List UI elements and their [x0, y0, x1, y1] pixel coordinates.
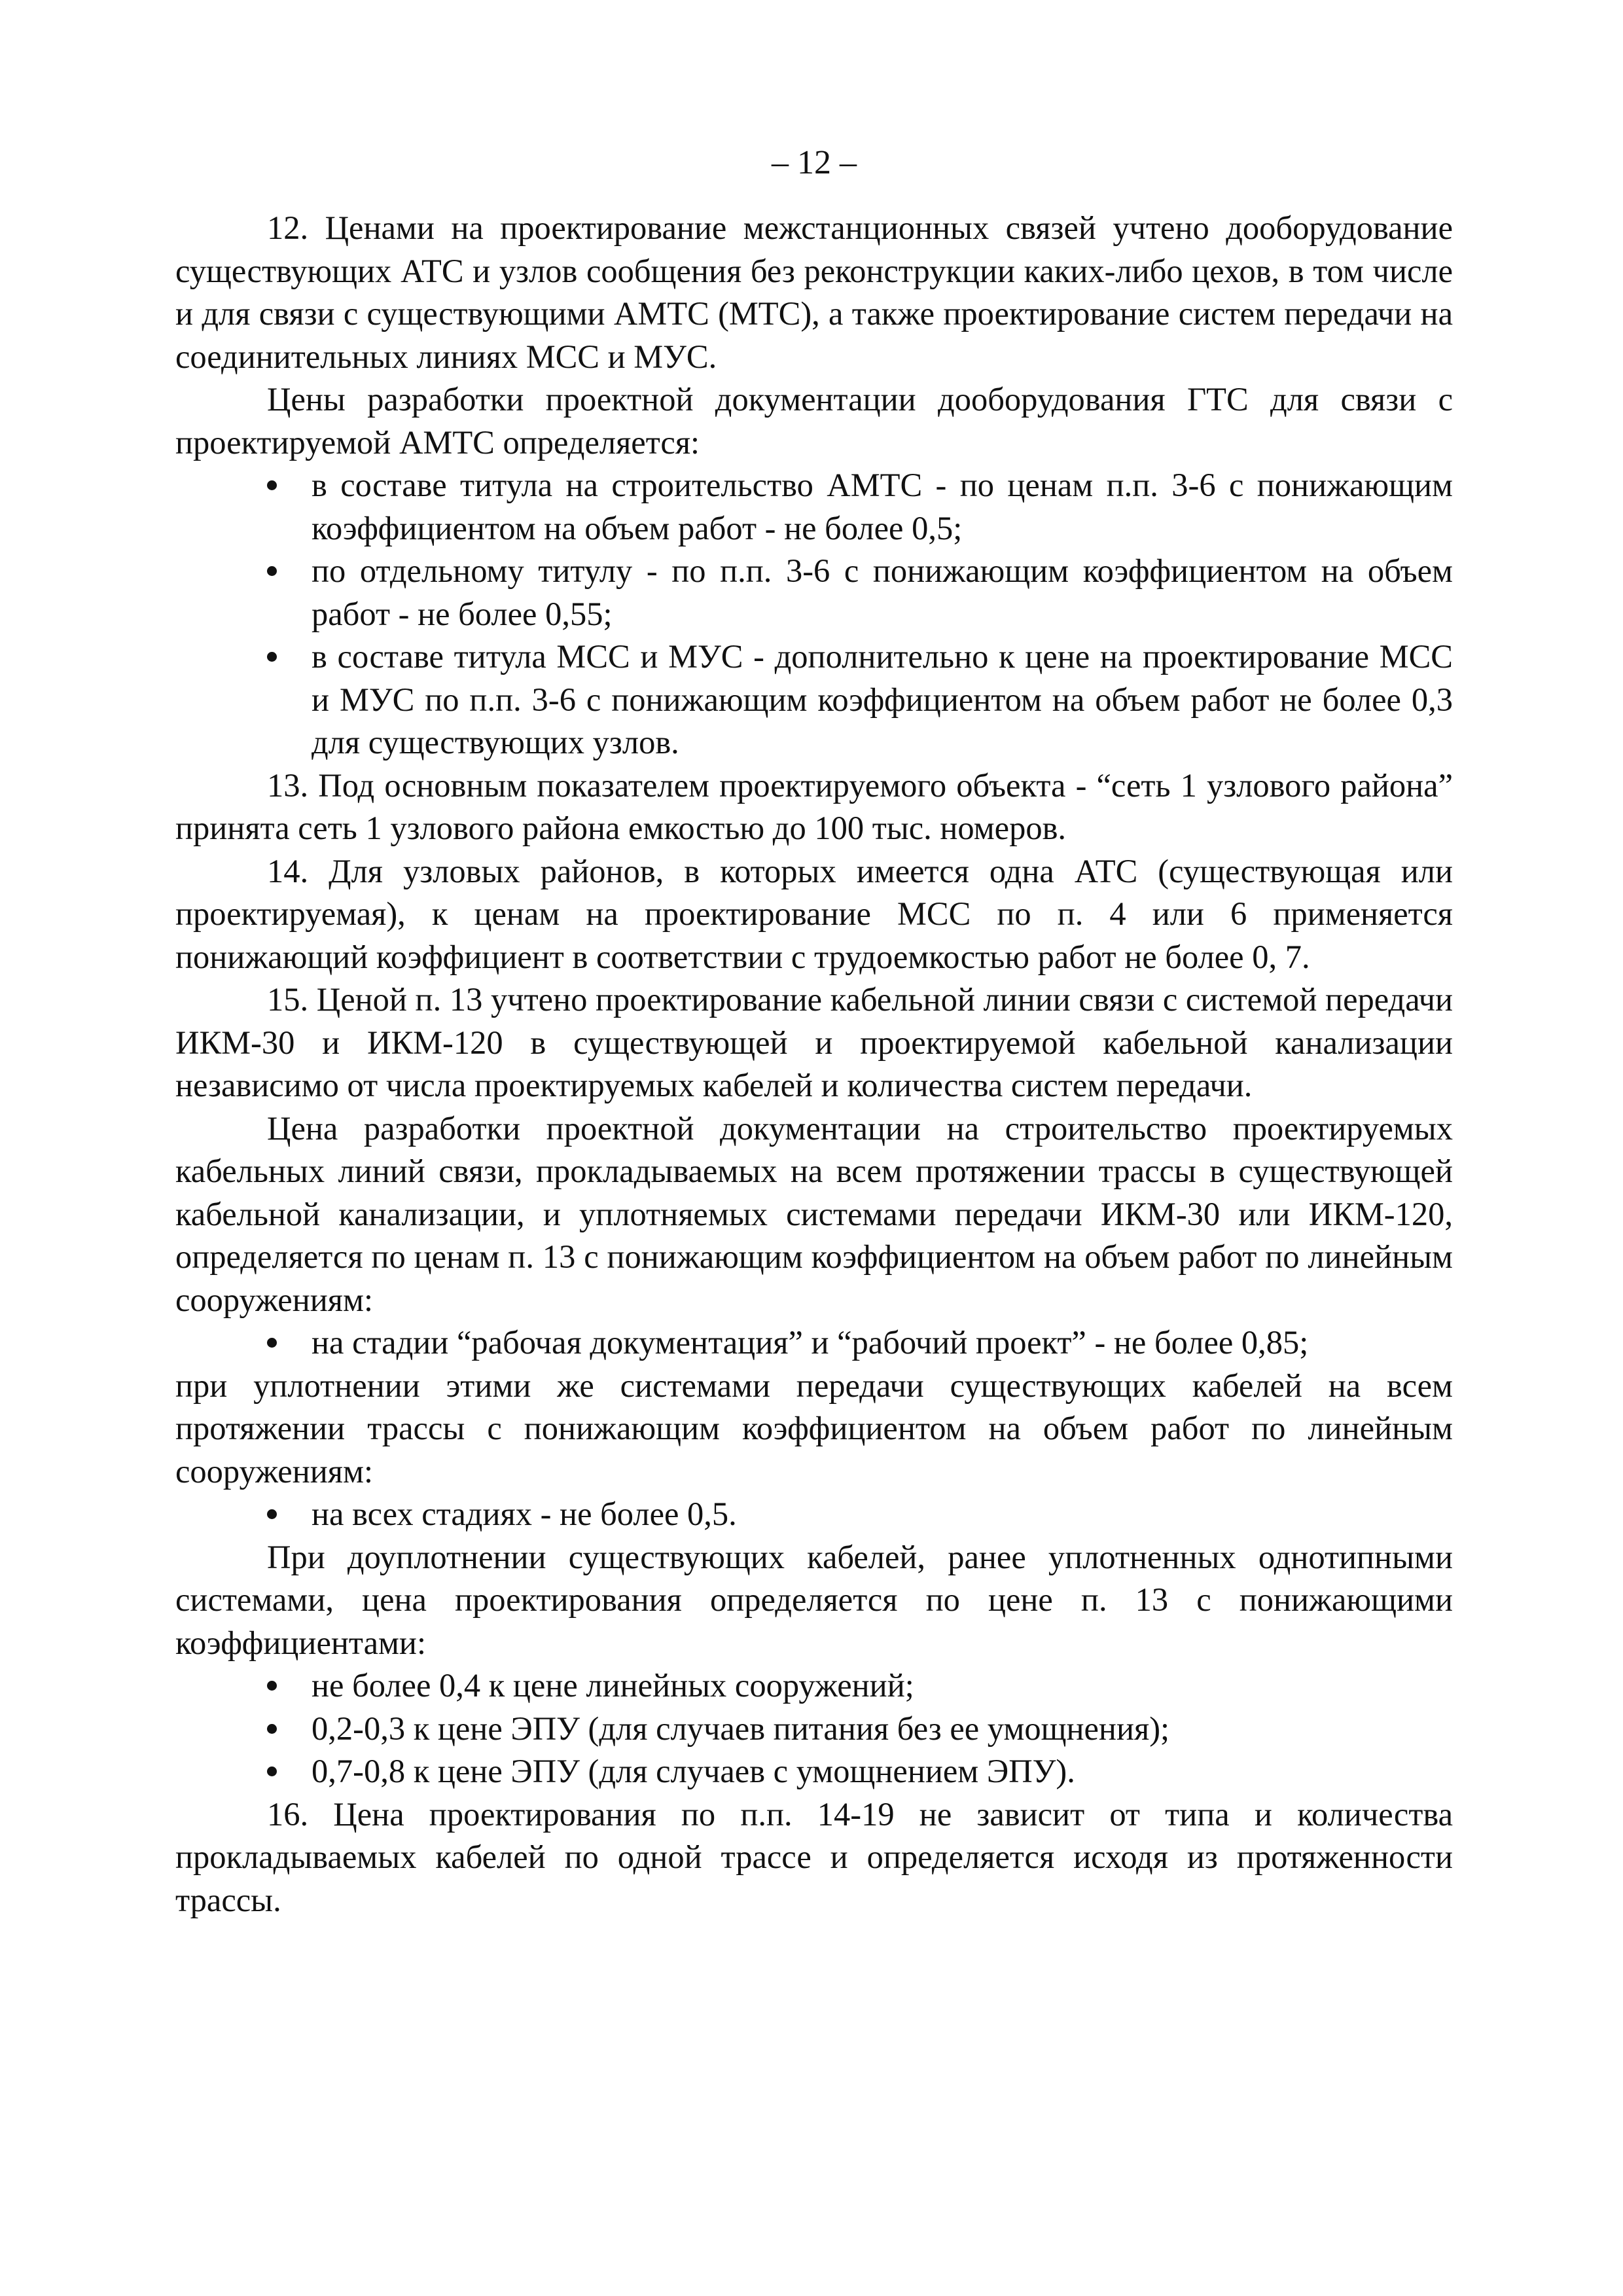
bullet-icon: [267, 1509, 277, 1519]
paragraph-cable-lines: Цена разработки проектной документации на строительство проектируемых кабельных линий связи, прокладываемых на всем протяжении трассы в существующей кабельной канализации, и уплотняемых системами передачи ИКМ-30 или ИКМ-120, определяется по ценам п. 13 с понижающим коэффициентом на объем работ по линейным сооружениям:: [175, 1109, 1453, 1318]
bullet-icon: [267, 652, 277, 662]
page-number: – 12 –: [772, 144, 857, 181]
paragraph-resealing: При доуплотнении существующих кабелей, ранее уплотненных однотипными системами, цена проектирования определяется по цене п. 13 с понижающими коэффициентами:: [175, 1538, 1453, 1661]
paragraph-15: 15. Ценой п. 13 учтено проектирование кабельной линии связи с системой передачи ИКМ-30 и ИКМ-120 в существующей и проектируемой кабельной канализации независимо от числа проектируемых кабелей и количества систем передачи.: [175, 981, 1454, 1103]
list-item: [175, 1493, 1453, 1536]
bullet-icon: [267, 1767, 277, 1776]
list-item-text: в составе титула на строительство АМТС - по ценам п.п. 3-6 с понижающим коэффициентом на объем работ - не более 0,5;: [312, 467, 1453, 547]
list-item: [175, 1750, 1453, 1793]
bullet-icon: [267, 1338, 277, 1348]
bullet-list-gts: [175, 464, 1453, 764]
bullet-list-all-stages: [175, 1493, 1453, 1536]
list-item-text: не более 0,4 к цене линейных сооружений;: [312, 1667, 914, 1704]
list-item: [175, 464, 1453, 550]
bullet-list-coefficients: [175, 1664, 1453, 1793]
paragraph-gts-prices: Цены разработки проектной документации дооборудования ГТС для связи с проектируемой АМТС определяется:: [175, 381, 1453, 461]
bullet-icon: [267, 1724, 277, 1734]
list-item-text: 0,7-0,8 к цене ЭПУ (для случаев с умощнением ЭПУ).: [312, 1753, 1075, 1789]
paragraph-14: 14. Для узловых районов, в которых имеется одна АТС (существующая или проектируемая), к ценам на проектирование МСС по п. 4 или 6 применяется понижающий коэффициент в соответствии с трудоемкостью работ не более 0, 7.: [175, 852, 1453, 975]
list-item-text: на стадии “рабочая документация” и “рабочий проект” - не более 0,85;: [312, 1324, 1309, 1361]
paragraph-13: 13. Под основным показателем проектируемого объекта - “сеть 1 узлового района” принята сеть 1 узлового района емкостью до 100 тыс. номеров.: [175, 766, 1453, 846]
bullet-icon: [267, 566, 277, 576]
bullet-icon: [267, 1681, 277, 1691]
list-item: [175, 1321, 1453, 1365]
list-item: [175, 1664, 1453, 1708]
list-item-text: по отдельному титулу - по п.п. 3-6 с понижающим коэффициентом на объем работ - не более 0,55;: [312, 552, 1453, 632]
list-item: [175, 636, 1453, 764]
paragraph-12: 12. Ценами на проектирование межстанционных связей учтено дооборудование существующих АТС и узлов сообщения без реконструкции каких-либо цехов, в том числе и для связи с существующими АМТС (МТС), а также проектирование систем передачи на соединительных линиях МСС и МУС.: [175, 209, 1453, 375]
document-page: [175, 140, 1453, 1922]
bullet-list-stages: [175, 1321, 1453, 1365]
list-item-text: в составе титула МСС и МУС - дополнительно к цене на проектирование МСС и МУС по п.п. 3-6 с понижающим коэффициентом на объем работ не более 0,3 для существующих узлов.: [312, 638, 1453, 761]
list-item: [175, 550, 1453, 636]
list-item: [175, 1708, 1453, 1751]
list-item-text: на всех стадиях - не более 0,5.: [312, 1496, 737, 1532]
bullet-icon: [267, 480, 277, 490]
paragraph-16: 16. Цена проектирования по п.п. 14-19 не зависит от типа и количества прокладываемых кабелей по одной трассе и определяется исходя из протяженности трассы.: [175, 1795, 1453, 1918]
list-item-text: 0,2-0,3 к цене ЭПУ (для случаев питания без ее умощнения);: [312, 1710, 1170, 1747]
paragraph-sealing: при уплотнении этими же системами передачи существующих кабелей на всем протяжении трассы с понижающим коэффициентом на объем работ по линейным сооружениям:: [175, 1367, 1453, 1490]
